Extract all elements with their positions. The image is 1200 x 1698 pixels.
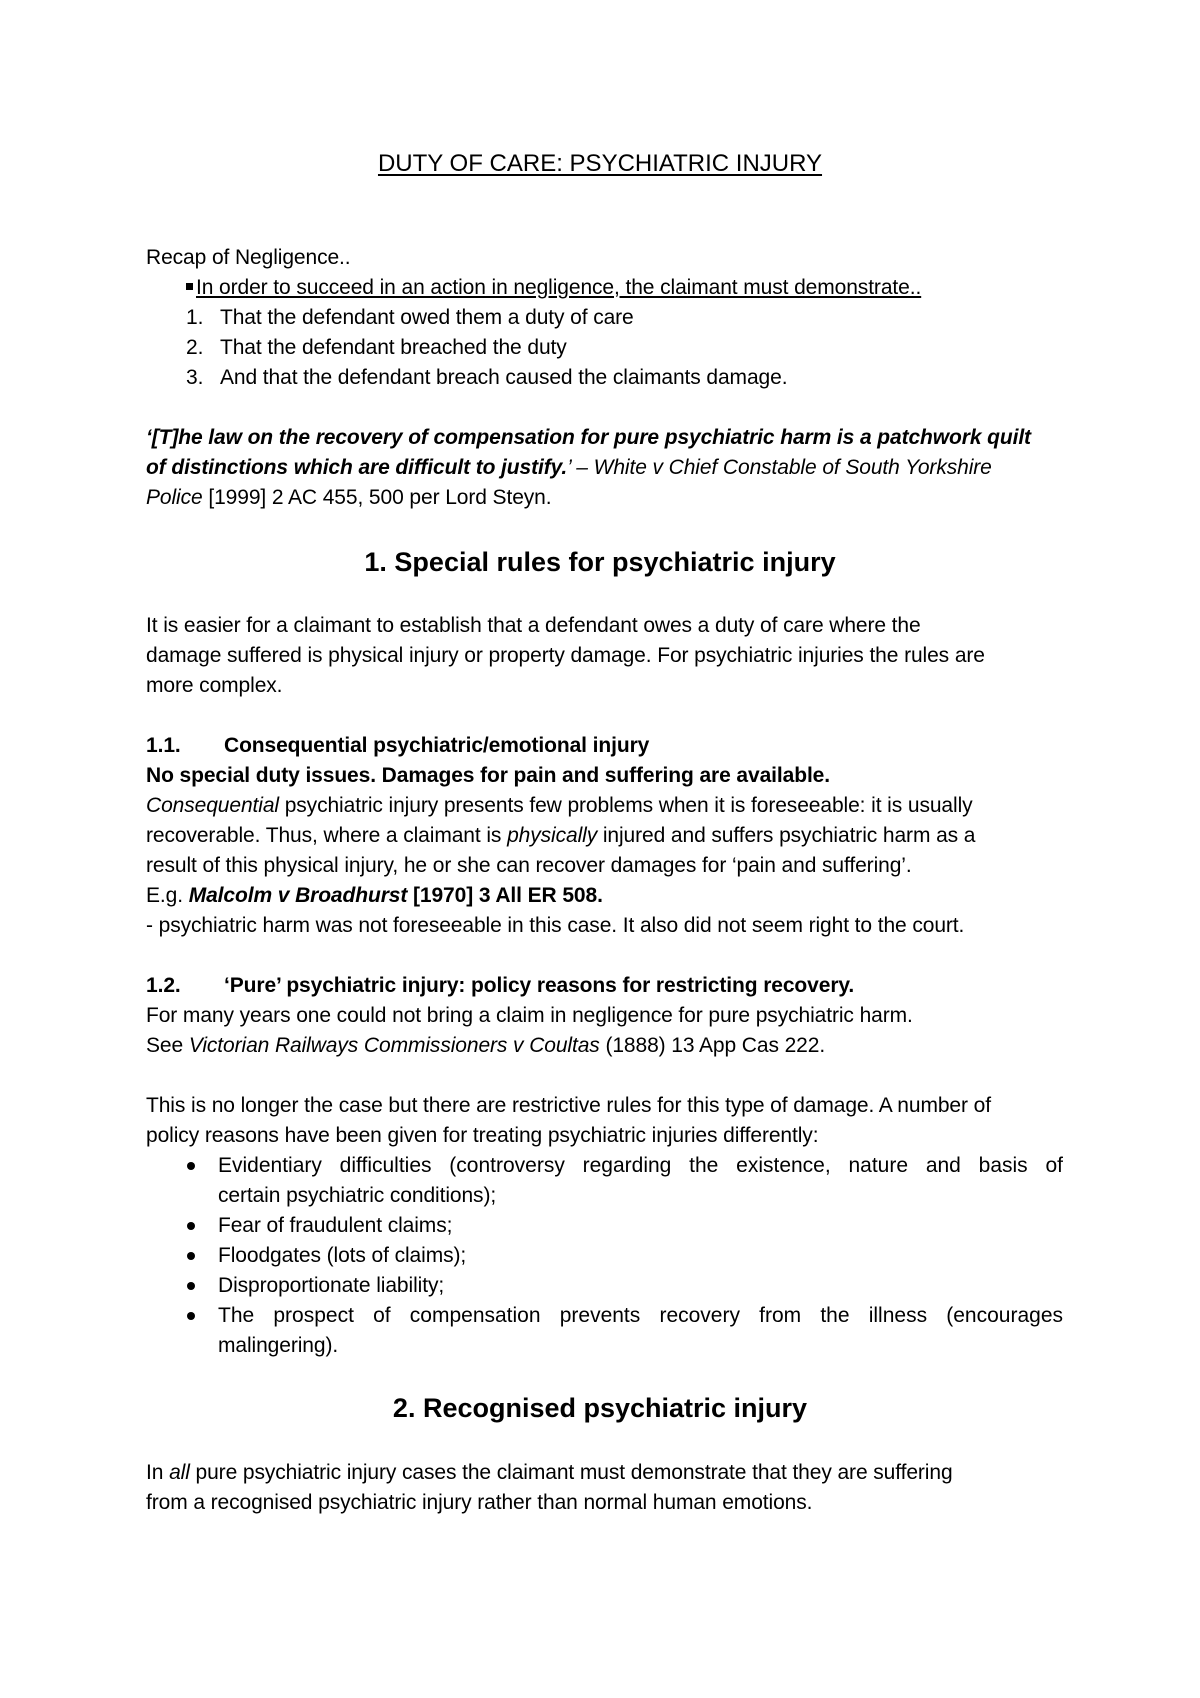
subsection-1-2-heading: 1.2. ‘Pure’ psychiatric injury: policy reasons for restricting recovery.	[146, 974, 855, 997]
subsection-1-1-line: Consequential psychiatric injury presents few problems when it is foreseeable: it is usually	[146, 794, 973, 817]
case-citation: E.g. Malcolm v Broadhurst [1970] 3 All ER 508.	[146, 884, 603, 907]
case-citation: See Victorian Railways Commissioners v Coultas (1888) 13 App Cas 222.	[146, 1034, 826, 1057]
list-item: Evidentiary difficulties (controversy regarding the existence, nature and basis of	[218, 1154, 1063, 1177]
bullet-icon	[187, 1252, 195, 1260]
subsection-1-1-line: - psychiatric harm was not foreseeable in this case. It also did not seem right to the court.	[146, 914, 965, 937]
recap-heading: Recap of Negligence..	[146, 246, 351, 269]
section-1-para: It is easier for a claimant to establish that a defendant owes a duty of care where the	[146, 614, 921, 637]
section-1-heading: 1. Special rules for psychiatric injury	[364, 547, 836, 577]
quote-line-2: of distinctions which are difficult to justify.’ – White v Chief Constable of South Yorkshire	[146, 456, 992, 479]
square-bullet-icon	[186, 283, 193, 290]
list-item: Fear of fraudulent claims;	[218, 1214, 453, 1237]
section-2-line: In all pure psychiatric injury cases the claimant must demonstrate that they are suffering	[146, 1461, 953, 1484]
subsection-1-1-line: recoverable. Thus, where a claimant is physically injured and suffers psychiatric harm as a	[146, 824, 976, 847]
list-item: 3. And that the defendant breach caused the claimants damage.	[186, 366, 788, 389]
list-item: certain psychiatric conditions);	[218, 1184, 497, 1207]
list-item: Disproportionate liability;	[218, 1274, 445, 1297]
section-2-line: from a recognised psychiatric injury rather than normal human emotions.	[146, 1491, 813, 1514]
quote-line-3: Police [1999] 2 AC 455, 500 per Lord Steyn.	[146, 486, 552, 509]
subsection-1-1-heading: 1.1. Consequential psychiatric/emotional injury	[146, 734, 650, 757]
recap-intro: In order to succeed in an action in negligence, the claimant must demonstrate..	[186, 273, 921, 303]
subsection-1-2-line: For many years one could not bring a claim in negligence for pure psychiatric harm.	[146, 1004, 913, 1027]
section-1-para: damage suffered is physical injury or property damage. For psychiatric injuries the rules are	[146, 644, 985, 667]
list-item: The prospect of compensation prevents recovery from the illness (encourages	[218, 1304, 1063, 1327]
section-1-para: more complex.	[146, 674, 283, 697]
page-title: DUTY OF CARE: PSYCHIATRIC INJURY	[377, 150, 823, 177]
subsection-1-1-bold: No special duty issues. Damages for pain and suffering are available.	[146, 764, 830, 787]
bullet-icon	[187, 1282, 195, 1290]
subsection-1-1-line: result of this physical injury, he or she can recover damages for ‘pain and suffering’.	[146, 854, 912, 877]
subsection-1-2-para: policy reasons have been given for treating psychiatric injuries differently:	[146, 1124, 819, 1147]
quote-line-1: ‘[T]he law on the recovery of compensation for pure psychiatric harm is a patchwork quilt	[146, 426, 1031, 449]
bullet-icon	[187, 1162, 195, 1170]
section-2-heading: 2. Recognised psychiatric injury	[392, 1393, 808, 1423]
list-item: malingering).	[218, 1334, 339, 1357]
bullet-icon	[187, 1312, 195, 1320]
list-item: 1. That the defendant owed them a duty of care	[186, 306, 634, 329]
subsection-1-2-para: This is no longer the case but there are restrictive rules for this type of damage. A number of	[146, 1094, 991, 1117]
bullet-icon	[187, 1222, 195, 1230]
list-item: 2. That the defendant breached the duty	[186, 336, 567, 359]
list-item: Floodgates (lots of claims);	[218, 1244, 467, 1267]
